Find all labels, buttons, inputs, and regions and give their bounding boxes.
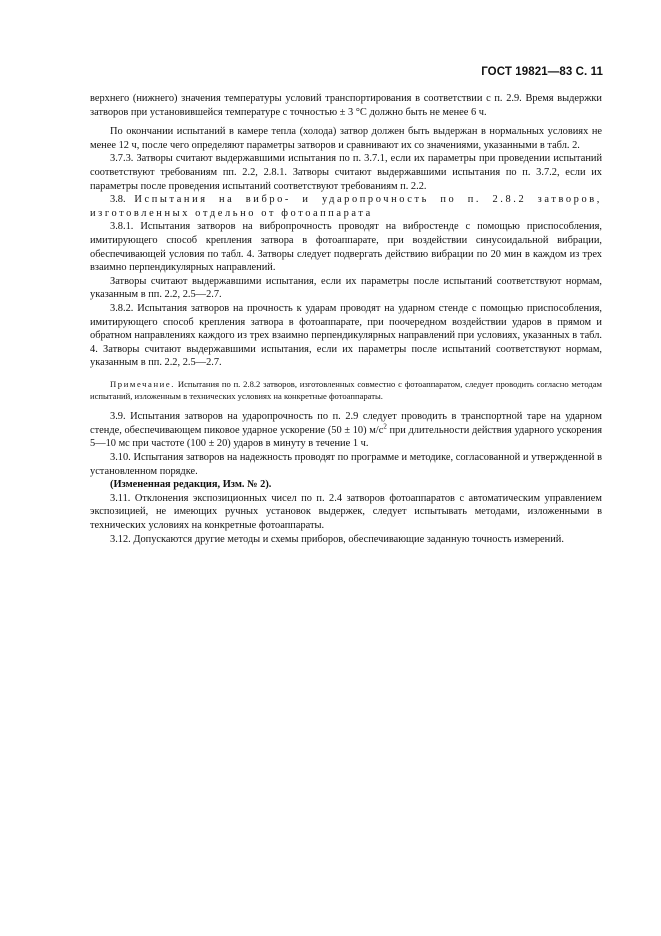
paragraph-3-8-1: 3.8.1. Испытания затворов на вибропрочность проводят на вибростенде с помощью приспособления, имитирующего способ крепления затвора в фотоаппарате, при воздействии синусоидальной вибрации, обеспечивающей условия по табл. 4. Затворы следует подвергать действию вибрации по 20 мин в каждом из трех взаимно перпендикулярных направлений. (90, 221, 602, 274)
paragraph-3-9-part-b: при длительности действия ударного ускорения 5—10 мс при частоте (100 ± 20) ударов в минуту в течение 1 ч. (90, 424, 602, 450)
paragraph-3-11: 3.11. Отклонения экспозиционных чисел по п. 2.4 затворов фотоаппаратов с автоматическим управлением экспозицией, не имеющих ручных установок выдержек, следует испытывать методами, изложенными в технических условиях на конкретные фотоаппараты. (90, 492, 602, 532)
paragraph-3-8-heading (90, 193, 602, 220)
paragraph-3-8-number: 3.8. (110, 194, 126, 206)
paragraph-3-8-2: 3.8.2. Испытания затворов на прочность к ударам проводят на ударном стенде с помощью приспособления, имитирующего способ крепления затвора в фотоаппарате, при поочередном воздействии ударов в прямом и обратном направлениях каждого из трех взаимно перпендикулярных направлений при условиях, указанных в табл. 4. Затворы считают выдержавшими испытания, если их параметры после испытаний соответствуют нормам, указанным в пп. 2.2, 2.5—2.7. (90, 302, 602, 369)
paragraph-3-9 (90, 410, 602, 451)
paragraph-3-12: 3.12. Допускаются другие методы и схемы приборов, обеспечивающие заданную точность измерений. (110, 533, 564, 545)
paragraph-3-7-3: 3.7.3. Затворы считают выдержавшими испытания по п. 3.7.1, если их параметры при проведении испытаний соответствуют требованиям пп. 2.2, 2.8.1. Затворы считают выдержавшими испытания по п. 3.7.2, если их параметры после проведения испытаний соответствуют требованиям п. 2.2. (90, 153, 602, 192)
note-paragraph (90, 378, 602, 402)
note-label: Примечание. (110, 378, 176, 389)
amendment-note: (Измененная редакция, Изм. № 2). (110, 479, 272, 491)
paragraph-3-10: 3.10. Испытания затворов на надежность проводят по программе и методике, согласованной и утвержденной в установленном порядке. (90, 452, 602, 477)
paragraph-after-heat-cold-test: По окончании испытаний в камере тепла (холода) затвор должен быть выдержан в нормальных условиях не менее 12 ч, после чего определяют параметры затворов и сравнивают их со значениями, указанными в табл. 2. (90, 126, 602, 151)
paragraph-3-8-title: Испытания на вибро- и ударопрочность по п. 2.8.2 затворов, изготовленных отдельно от фотоаппарата (90, 194, 602, 219)
paragraph-temperature-continuation: верхнего (нижнего) значения температуры условий транспортирования в соответствии с п. 2.9. Время выдержки затворов при установившейся температуре с точностью ± 3 °С должно быть не менее 6 ч. (90, 93, 602, 118)
paragraph-3-9-superscript: 2 (383, 422, 387, 431)
paragraph-3-9-part-a: 3.9. Испытания затворов на ударопрочность по п. 2.9 следует проводить в транспортной таре на ударном стенде, обеспечивающем пиковое ударное ускорение (50 ± 10) м/с (90, 411, 602, 436)
note-text: Испытания по п. 2.8.2 затворов, изготовленных совместно с фотоаппаратом, следует проводить согласно методам испытаний, изложенным в технических условиях на конкретные фотоаппараты. (90, 378, 602, 402)
page-header: ГОСТ 19821—83 С. 11 (481, 66, 603, 78)
paragraph-3-8-1-result: Затворы считают выдержавшими испытания, если их параметры после испытаний соответствуют нормам, указанным в пп. 2.2, 2.5—2.7. (90, 275, 602, 301)
page-body (90, 92, 602, 546)
